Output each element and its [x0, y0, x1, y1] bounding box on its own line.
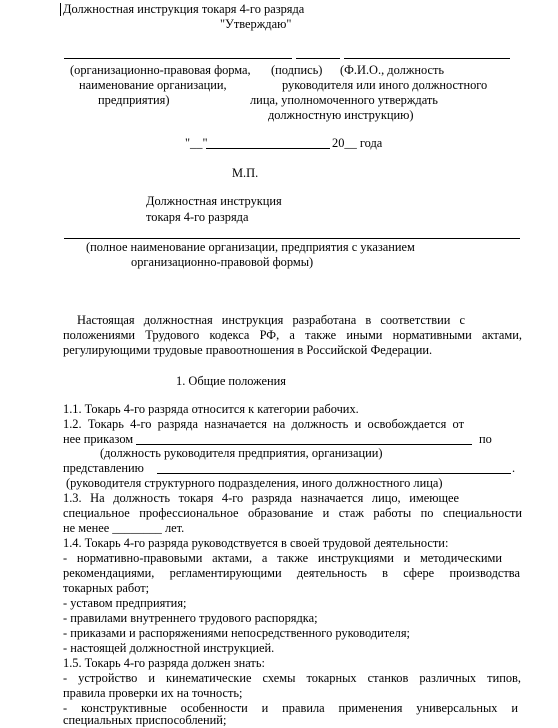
submission-blank-line: [157, 473, 511, 474]
section1-line: - правилами внутреннего трудового распорядка;: [63, 611, 318, 625]
approval-caption-3a: предприятия): [98, 93, 170, 107]
approval-caption-2b: руководителя или иного должностного: [282, 78, 488, 92]
section1-line: 1.4. Токарь 4-го разряда руководствуется в своей трудовой деятельности:: [63, 536, 449, 550]
section1-line: 1.2. Токарь 4-го разряда назначается на должность и освобождается от: [63, 417, 464, 431]
section1-line: - настоящей должностной инструкцией.: [63, 641, 275, 655]
org-name-line: [64, 238, 520, 239]
intro-line2: положениями Трудового кодекса РФ, а также иными нормативными актами,: [63, 328, 522, 342]
approval-caption-1c: (Ф.И.О., должность: [340, 63, 445, 77]
approve-label: "Утверждаю": [220, 17, 292, 31]
date-year: 20__ года: [332, 136, 383, 150]
doc-title-line1: Должностная инструкция: [146, 194, 282, 208]
section1-line: не менее ________ лет.: [63, 521, 185, 535]
org-caption-line2: организационно-правовой формы): [131, 255, 314, 269]
section1-line: рекомендациями, регламентирующими деятельность в сфере производства: [63, 566, 520, 580]
order-blank-line: [136, 444, 472, 445]
section1-line: - приказами и распоряжениями непосредственного руководителя;: [63, 626, 410, 640]
section1-line: специальных приспособлений;: [63, 713, 227, 727]
intro-line3: регулирующими трудовые правоотношения в Российской Федерации.: [63, 343, 433, 357]
org-caption-line1: (полное наименование организации, предприятия с указанием: [86, 240, 415, 254]
section1-line: нее приказом: [63, 432, 134, 446]
approval-caption-2a: наименование организации,: [79, 78, 227, 92]
section1-line: - уставом предприятия;: [63, 596, 187, 610]
approval-caption-1b: (подпись): [271, 63, 323, 77]
section1-line: .: [512, 461, 516, 475]
section1-heading: 1. Общие положения: [176, 374, 287, 388]
section1-line: 1.3. На должность токаря 4-го разряда назначается лицо, имеющее: [63, 491, 459, 505]
section1-line: - конструктивные особенности и правила применения универсальных и: [63, 701, 518, 715]
section1-caption: (руководителя структурного подразделения, иного должностного лица): [66, 476, 443, 490]
section1-line: по: [479, 432, 492, 446]
section1-caption: (должность руководителя предприятия, организации): [100, 446, 383, 460]
section1-line: - нормативно-правовыми актами, а также инструкциями и методическими: [63, 551, 502, 565]
date-month-line: [206, 148, 330, 149]
intro-line1: Настоящая должностная инструкция разработана в соответствии с: [77, 313, 465, 327]
date-day: "__": [185, 136, 208, 150]
name-signature-line: [344, 58, 510, 59]
section1-line: правила проверки их на точность;: [63, 686, 243, 700]
section1-line: 1.1. Токарь 4-го разряда относится к категории рабочих.: [63, 402, 359, 416]
text-cursor: [60, 3, 61, 16]
stamp-label: М.П.: [232, 166, 259, 180]
doc-title-line2: токаря 4-го разряда: [146, 210, 249, 224]
section1-line: представлению: [63, 461, 144, 475]
section1-line: 1.5. Токарь 4-го разряда должен знать:: [63, 656, 265, 670]
approval-caption-3b: лица, уполномоченного утверждать: [250, 93, 438, 107]
section1-line: - устройство и кинематические схемы токарных станков различных типов,: [63, 671, 521, 685]
header-title: Должностная инструкция токаря 4-го разряда: [63, 2, 305, 16]
section1-line: специальное профессиональное образование и стаж работы по специальности: [63, 506, 522, 520]
approval-caption-1a: (организационно-правовая форма,: [70, 63, 251, 77]
section1-line: токарных работ;: [63, 581, 150, 595]
signature-line: [296, 58, 340, 59]
org-signature-line: [64, 58, 292, 59]
approval-caption-4: должностную инструкцию): [268, 108, 414, 122]
